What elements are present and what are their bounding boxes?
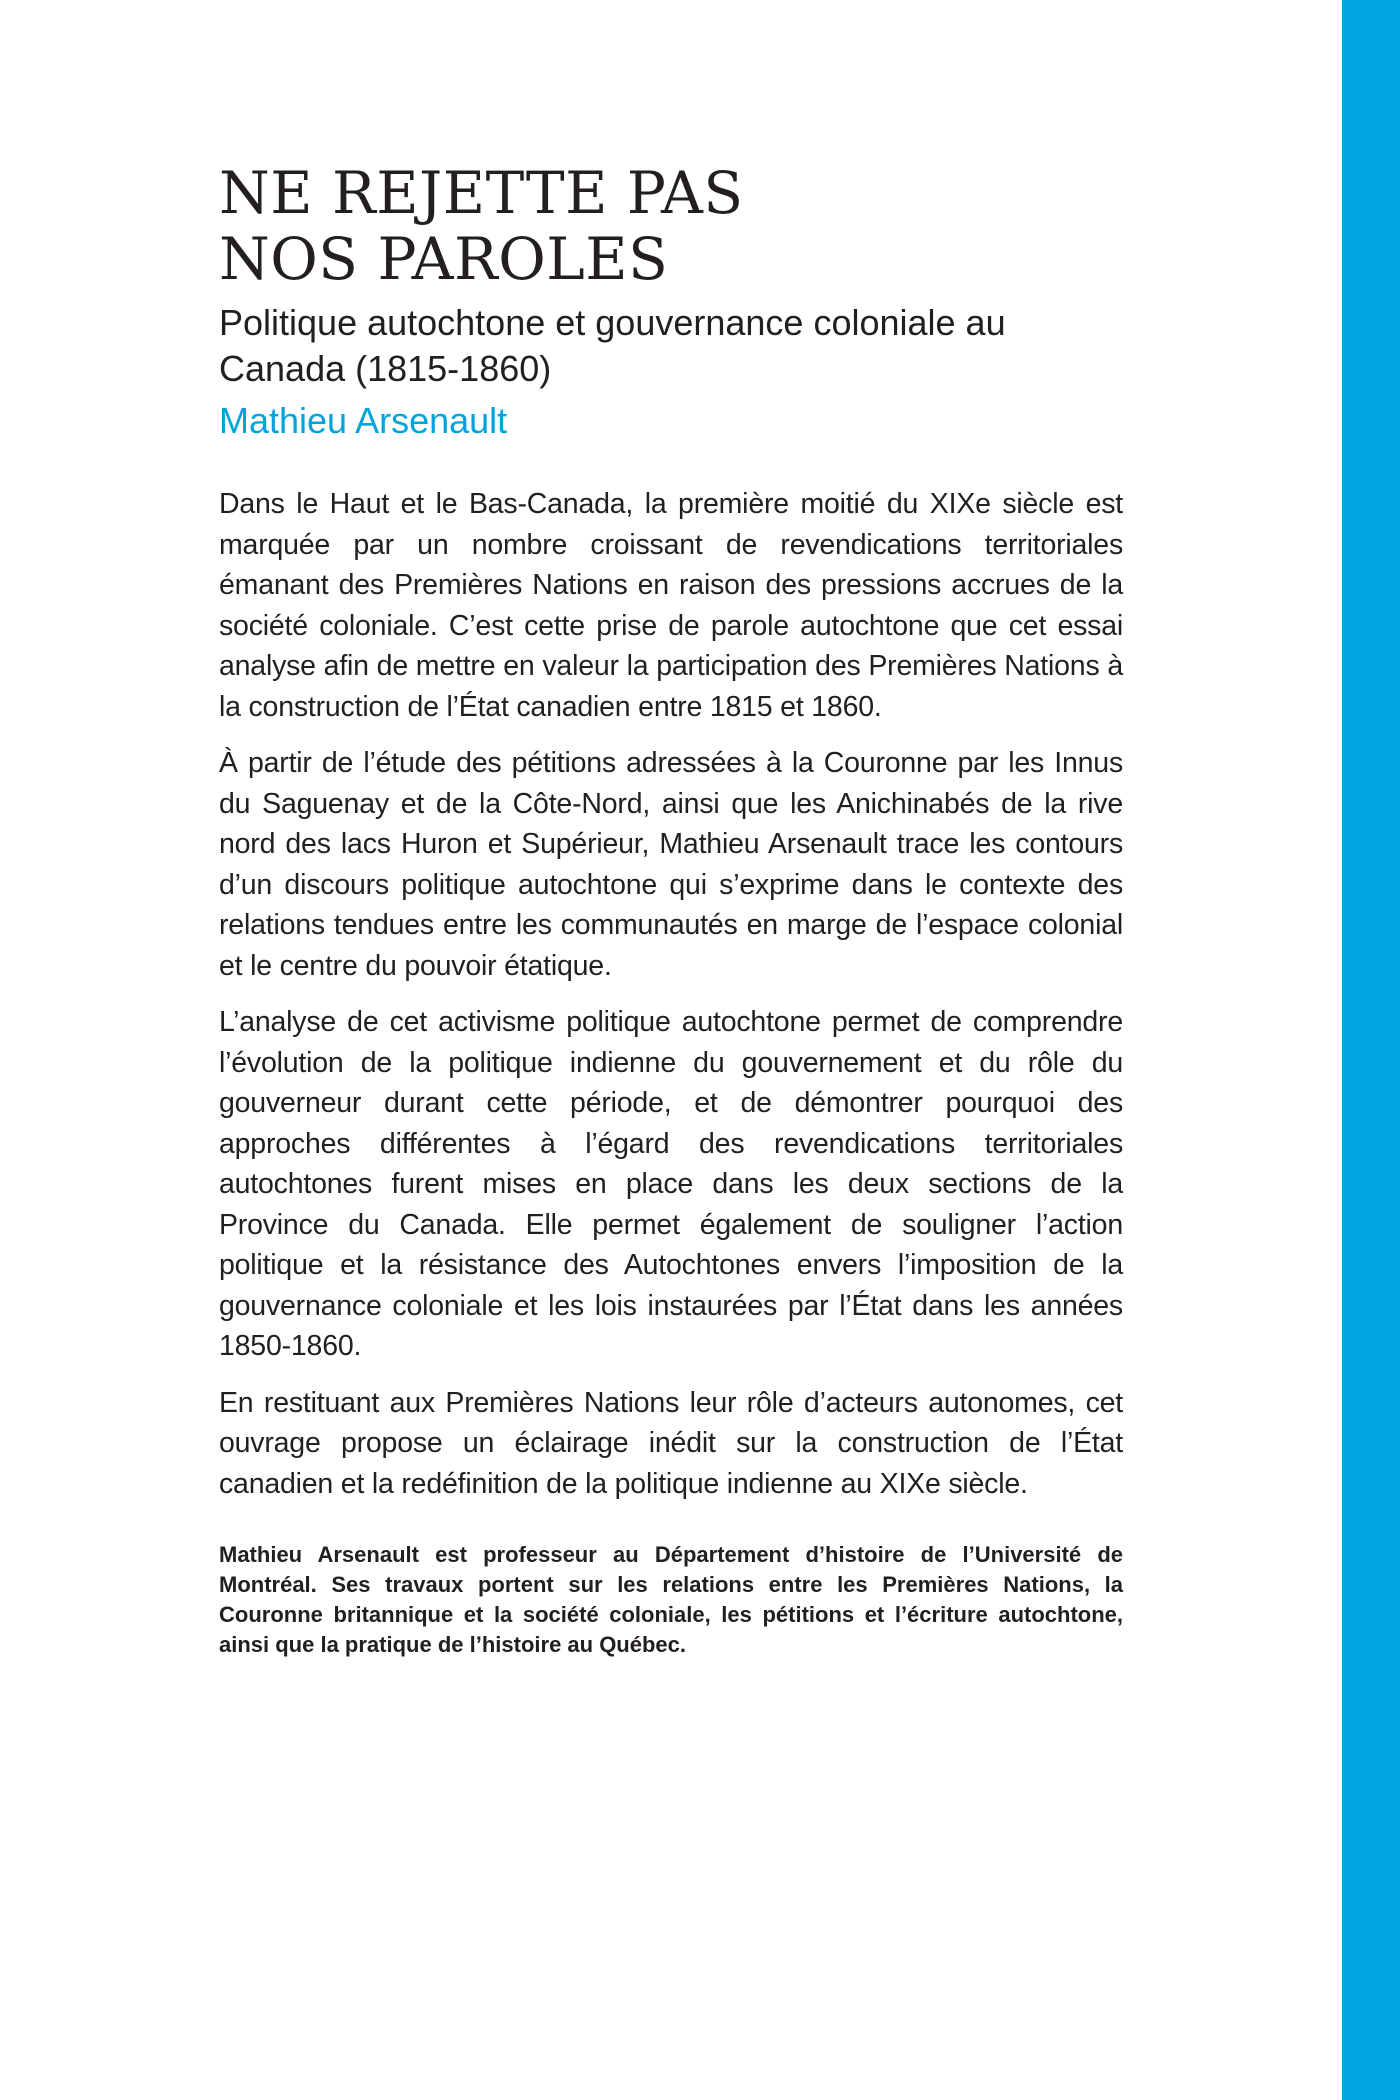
summary-paragraph-3: L’analyse de cet activisme politique autochtone permet de comprendre l’évolution de la politique indienne du gouvernement et du rôle du gouverneur durant cette période, et de démontrer pourquoi des approches différentes à l’égard des revendications territoriales autochtones furent mises en place dans les deux sections de la Province du Canada. Elle permet également de souligner l’action politique et la résistance des Autochtones envers l’imposition de la gouvernance coloniale et les lois instaurées par l’État dans les années 1850-1860. [219,1006,1123,1362]
accent-side-band [1342,0,1400,2100]
author-bio: Mathieu Arsenault est professeur au Département d’histoire de l’Université de Montréal. Ses travaux portent sur les relations entre les Premières Nations, la Couronne britannique et la société coloniale, les pétitions et l’écriture autochtone, ainsi que la pratique de l’histoire au Québec. [219,1542,1123,1657]
book-title-line-2: NOS PAROLES [219,225,669,293]
book-title-line-1: NE REJETTE PAS [219,159,744,227]
summary-text [219,484,1123,1504]
summary-paragraph-4: En restituant aux Premières Nations leur rôle d’acteurs autonomes, cet ouvrage propose un éclairage inédit sur la construction de l’État canadien et la redéfinition de la politique indienne au XIXe siècle. [219,1386,1123,1500]
book-subtitle: Politique autochtone et gouvernance coloniale au Canada (1815-1860) [219,302,1006,389]
back-cover-content [219,160,1123,1660]
book-author: Mathieu Arsenault [219,400,508,441]
summary-paragraph-2: À partir de l’étude des pétitions adressées à la Couronne par les Innus du Saguenay et de la Côte-Nord, ainsi que les Anichinabés de la rive nord des lacs Huron et Supérieur, Mathieu Arsenault trace les contours d’un discours politique autochtone qui s’exprime dans le contexte des relations tendues entre les communautés en marge de l’espace colonial et le centre du pouvoir étatique. [219,747,1123,982]
summary-paragraph-1: Dans le Haut et le Bas-Canada, la première moitié du XIXe siècle est marquée par un nombre croissant de revendications territoriales émanant des Premières Nations en raison des pressions accrues de la société coloniale. C’est cette prise de parole autochtone que cet essai analyse afin de mettre en valeur la participation des Premières Nations à la construction de l’État canadien entre 1815 et 1860. [219,488,1123,723]
book-title [219,160,1123,292]
